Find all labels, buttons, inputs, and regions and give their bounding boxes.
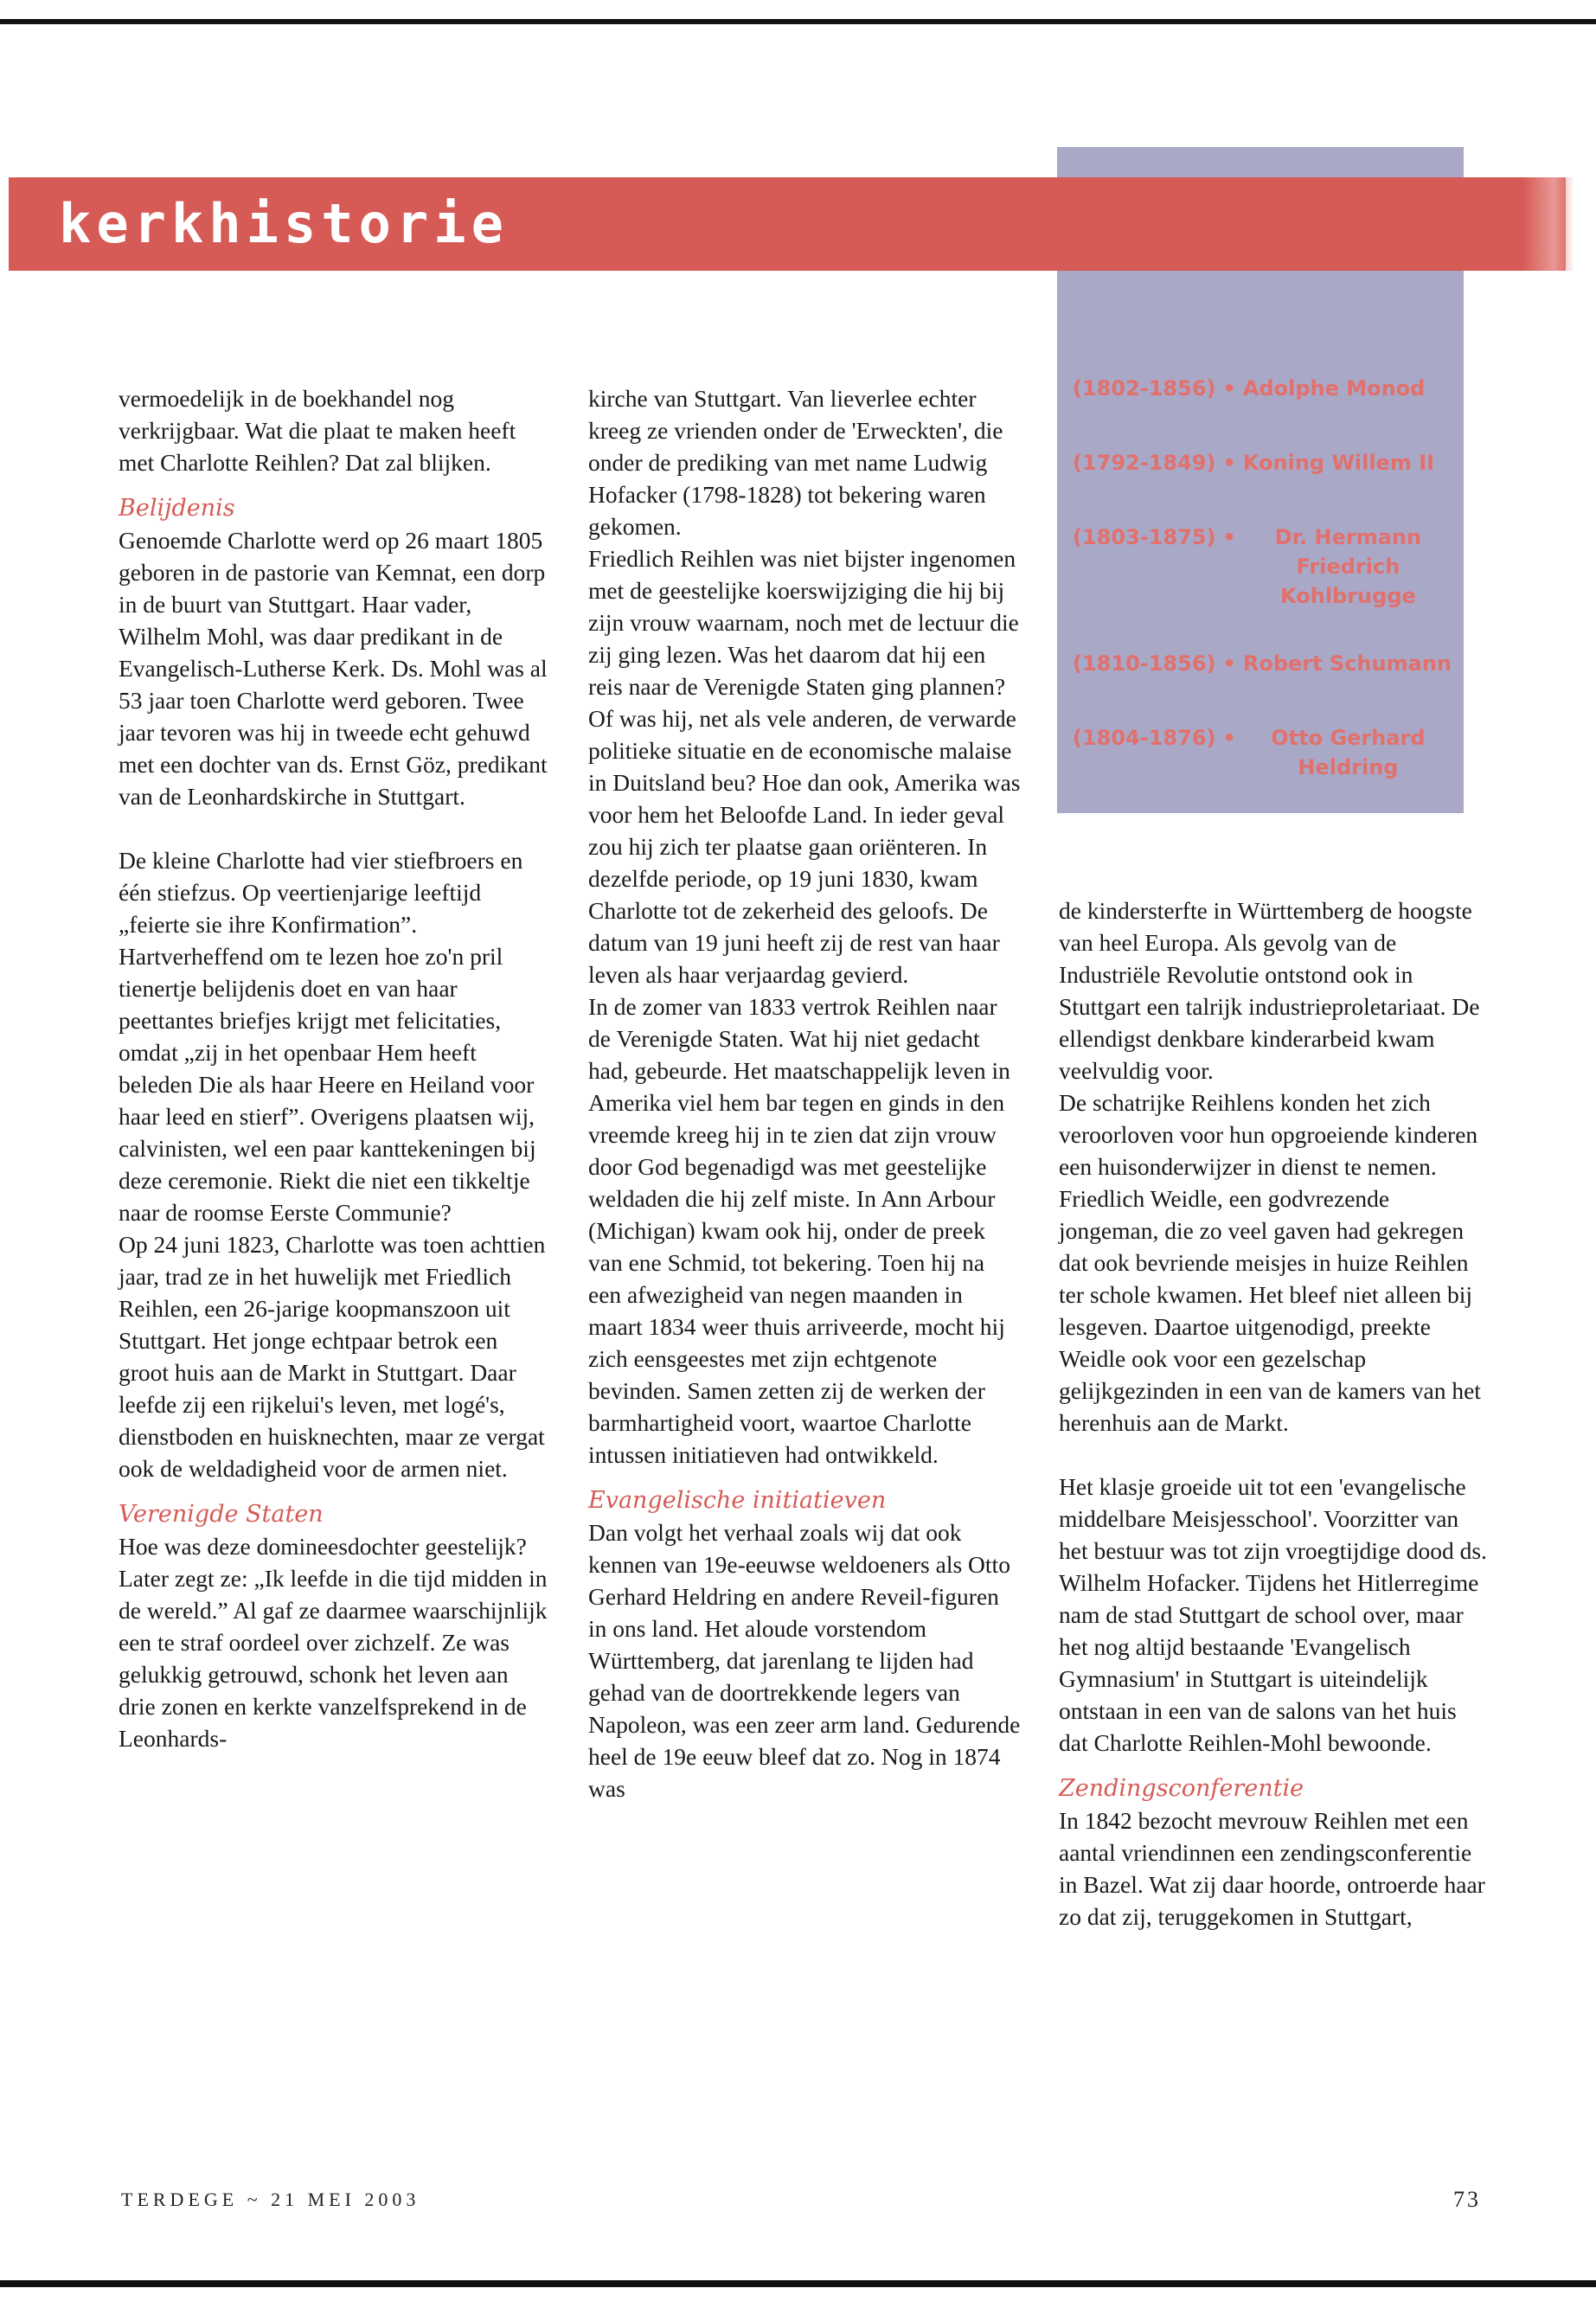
sidebar-item-name: Dr. Hermann Friedrich Kohlbrugge (1274, 525, 1422, 608)
sidebar-item (1073, 374, 1453, 403)
bullet-icon: • (1222, 376, 1236, 401)
subheading-zendingsconferentie: Zendingsconferentie (1059, 1775, 1304, 1802)
article-column-1 (119, 382, 551, 1754)
paragraph: In de zomer van 1833 vertrok Reihlen naar de Verenigde Staten. Wat hij niet gedacht had, gebeurde. Het maatschappelijk leven in Amerika viel hem bar tegen en ginds in den vreemde kreeg hij in te zien dat zijn vrouw door God begenadigd was met geestelijke weldaden die hij zelf miste. In Ann Arbour (Michigan) kwam ook hij, onder de preek van ene Schmid, tot bekering. Toen hij na een afwezigheid van negen maanden in maart 1834 weer thuis arriveerde, mocht hij zich eensgeestes met zijn echtgenote bevinden. Samen zetten zij de werken der barmhartigheid voort, waartoe Charlotte intussen initiatieven had ontwikkeld. (588, 993, 1010, 1468)
paragraph: Genoemde Charlotte werd op 26 maart 1805 geboren in de pastorie van Kemnat, een dorp in de buurt van Stuttgart. Haar vader, Wilhelm Mohl, was daar predikant in de Evangelisch-Lutherse Kerk. Ds. Mohl was al 53 jaar toen Charlotte werd geboren. Twee jaar tevoren was hij in tweede echt gehuwd met een dochter van ds. Ernst Göz, predikant van de Leonhardskirche in Stuttgart. (119, 527, 548, 810)
paragraph: Het klasje groeide uit tot een 'evangelische middelbare Meisjesschool'. Voorzitter van het bestuur was tot zijn vroegtijdige dood ds. Wilhelm Hofacker. Tijdens het Hitlerregime nam de stad Stuttgart de school over, maar het nog altijd bestaande 'Evangelisch Gymnasium' in Stuttgart is uiteindelijk ontstaan in een van de salons van het huis dat Charlotte Reihlen-Mohl bewoonde. (1059, 1473, 1487, 1756)
bullet-icon: • (1222, 651, 1236, 676)
paragraph: De schatrijke Reihlens konden het zich veroorloven voor hun opgroeiende kinderen een huisonderwijzer in dienst te nemen. Friedlich Weidle, een godvrezende jongeman, die zo veel gaven had gekregen dat ook bevriende meisjes in huize Reihlen ter schole kwamen. Het bleef niet alleen bij lesgeven. Daartoe uitgenodigd, preekte Weidle ook voor een gezelschap gelijkgezinden in een van de kamers van het herenhuis aan de Markt. (1059, 1089, 1481, 1436)
sidebar-item-name: Koning Willem II (1242, 451, 1435, 475)
sidebar-item-years: (1802-1856) (1073, 376, 1216, 401)
sidebar-item-name: Adolphe Monod (1242, 376, 1426, 401)
footer-publication: TERDEGE ~ 21 MEI 2003 (121, 2189, 420, 2210)
sidebar-item-name: Otto Gerhard Heldring (1271, 726, 1426, 779)
sidebar-item (1073, 649, 1453, 678)
paragraph: vermoedelijk in de boekhandel nog verkrijgbaar. Wat die plaat te maken heeft met Charlotte Reihlen? Dat zal blijken. (119, 385, 516, 476)
bullet-icon: • (1222, 525, 1236, 549)
paragraph: In 1842 bezocht mevrouw Reihlen met een aantal vriendinnen een zendingsconferentie in Bazel. Wat zij daar hoorde, ontroerde haar zo dat zij, teruggekomen in Stuttgart, (1059, 1807, 1485, 1930)
sidebar-item-years: (1804-1876) (1073, 726, 1216, 750)
sidebar-item-years: (1810-1856) (1073, 651, 1216, 676)
section-title: kerkhistorie (59, 192, 509, 255)
bullet-icon: • (1222, 451, 1236, 475)
article-column-2 (588, 382, 1021, 1804)
top-rule (0, 19, 1596, 24)
article-column-3 (1059, 894, 1491, 1932)
paragraph: De kleine Charlotte had vier stiefbroers en één stiefzus. Op veertienjarige leeftijd „feierte sie ihre Konfirmation”. Hartverheffend om te lezen hoe zo'n pril tienertje belijdenis doet en van haar peettantes briefjes krijgt met felicitaties, omdat „zij in het openbaar Hem heeft beleden Die als haar Heere en Heiland voor haar leed en stierf”. Overigens plaatsen wij, calvinisten, wel een paar kanttekeningen bij deze ceremonie. Riekt die niet een tikkeltje naar de roomse Eerste Communie? (119, 847, 536, 1226)
paragraph: Hoe was deze domineesdochter geestelijk? Later zegt ze: „Ik leefde in die tijd midden in de wereld.” Al gaf ze daarmee waarschijnlijk een te straf oordeel over zichzelf. Ze was gelukkig getrouwd, schonk het leven aan drie zonen en kerkte vanzelfsprekend in de Leonhards- (119, 1533, 548, 1752)
sidebar-item (1073, 448, 1453, 478)
sidebar-item (1073, 522, 1453, 611)
sidebar-item-name: Robert Schumann (1242, 651, 1452, 676)
paragraph: Friedlich Reihlen was niet bijster ingenomen met de geestelijke koerswijziging die hij bij zijn vrouw waarnam, noch met de lectuur die zij ging lezen. Was het daarom dat hij een reis naar de Verenigde Staten ging plannen? Of was hij, net als vele anderen, de verwarde politieke situatie en de economische malaise in Duitsland beu? Hoe dan ook, Amerika was voor hem het Beloofde Land. In ieder geval zou hij zich ter plaatse gaan oriënteren. In dezelfde periode, op 19 juni 1830, kwam Charlotte tot de zekerheid des geloofs. De datum van 19 juni heeft zij de rest van haar leven als haar verjaardag gevierd. (588, 545, 1021, 988)
paragraph: Dan volgt het verhaal zoals wij dat ook kennen van 19e-eeuwse weldoeners als Otto Gerhard Heldring en andere Reveil-figuren in ons land. Het aloude vorstendom Württemberg, dat jarenlang te lijden had gehad van de doortrekkende legers van Napoleon, was een zeer arm land. Gedurende heel de 19e eeuw bleef dat zo. Nog in 1874 was (588, 1519, 1021, 1802)
sidebar-item-years: (1803-1875) (1073, 525, 1216, 549)
paragraph: kirche van Stuttgart. Van lieverlee echter kreeg ze vrienden onder de 'Erweckten', die onder de prediking van met name Ludwig Hofacker (1798-1828) tot bekering waren gekomen. (588, 385, 1003, 540)
sidebar-item (1073, 723, 1453, 782)
page-number: 73 (1453, 2187, 1481, 2212)
bottom-rule (0, 2280, 1596, 2287)
subheading-verenigde-staten: Verenigde Staten (119, 1501, 324, 1528)
banner-brush-edge (1522, 177, 1574, 271)
paragraph: Op 24 juni 1823, Charlotte was toen achttien jaar, trad ze in het huwelijk met Friedlich Reihlen, een 26-jarige koopmanszoon uit Stuttgart. Het jonge echtpaar betrok een groot huis aan de Markt in Stuttgart. Daar leefde zij een rijkelui's leven, met logé's, dienstboden en huisknechten, maar ze vergat ook de weldadigheid voor de armen niet. (119, 1231, 546, 1482)
paragraph: de kindersterfte in Württemberg de hoogste van heel Europa. Als gevolg van de Industriële Revolutie ontstond ook in Stuttgart een talrijk industrieproletariaat. De ellendigst denkbare kinderarbeid kwam veelvuldig voor. (1059, 897, 1480, 1084)
subheading-evangelische-initiatieven: Evangelische initiatieven (588, 1487, 887, 1514)
sidebar-timeline (1073, 374, 1453, 820)
bullet-icon: • (1222, 726, 1236, 750)
subheading-belijdenis: Belijdenis (119, 495, 235, 522)
sidebar-item-years: (1792-1849) (1073, 451, 1216, 475)
